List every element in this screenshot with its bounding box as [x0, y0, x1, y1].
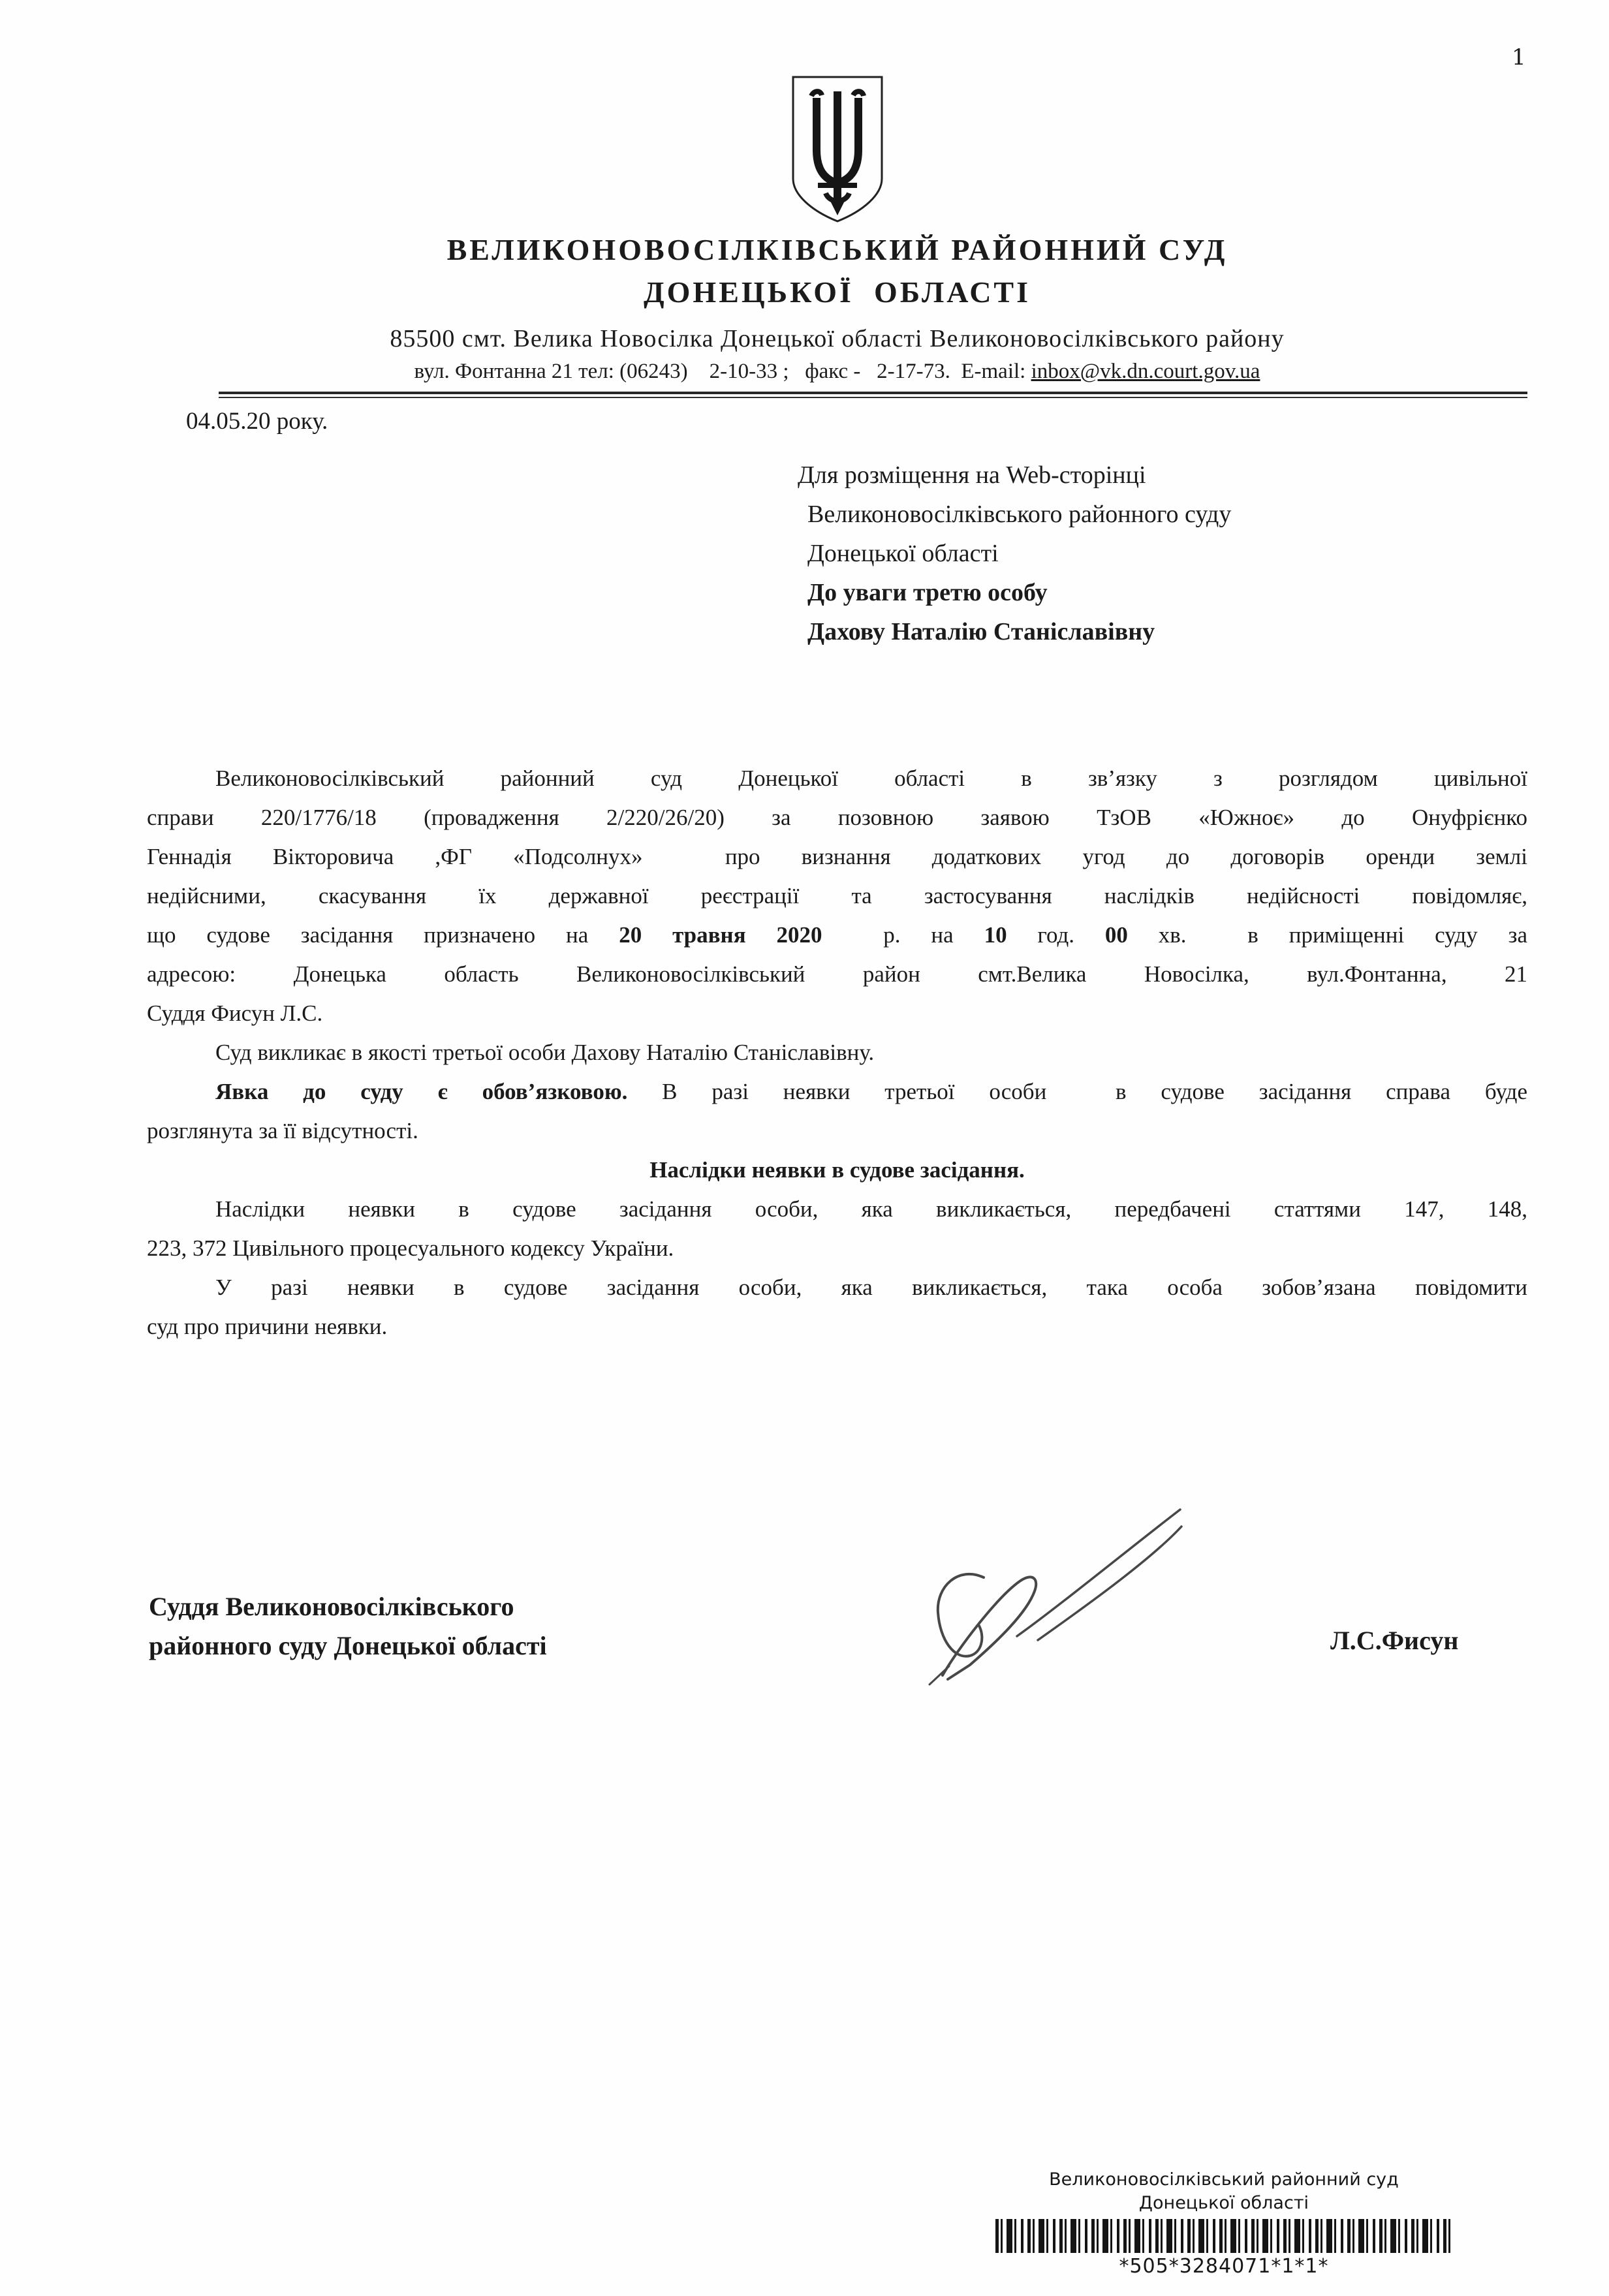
- body-text-segment: год.: [1007, 922, 1105, 948]
- body-line: недійсними, скасування їх державної реєстрації та застосування наслідків недійсності повідомляє,: [147, 883, 1527, 908]
- body-line-summons: Суд викликає в якості третьої особи Дахову Наталію Станіславівну.: [215, 1040, 875, 1065]
- hearing-date: 20 травня 2020: [619, 922, 822, 948]
- document-date: 04.05.20 року.: [186, 408, 328, 435]
- barcode-value: *505*3284071*1*1*: [1119, 2255, 1329, 2278]
- footer-court-region: Донецької області: [1138, 2193, 1309, 2213]
- recipient-person-name: Дахову Наталію Станіславівну: [807, 618, 1155, 645]
- page-number: 1: [1512, 44, 1526, 70]
- contacts-text: вул. Фонтанна 21 тел: (06243) 2-10-33 ; факс - 2-17-73. E-mail:: [414, 360, 1031, 383]
- ukraine-trident-emblem-icon: [788, 73, 887, 225]
- body-line-address: адресою: Донецька область Великоновосілківський район смт.Велика Новосілка, вул.Фонтанна, 21: [147, 961, 1527, 987]
- footer-court-name: Великоновосілківський районний суд: [1049, 2169, 1399, 2190]
- consequences-heading: Наслідки неявки в судове засідання.: [649, 1157, 1025, 1183]
- body-line-mandatory: [147, 1072, 1527, 1111]
- body-line: Наслідки неявки в судове засідання особи, яка викликається, передбачені статтями 147, 148,: [215, 1196, 1527, 1222]
- signature-title-line: Суддя Великоновосілківського: [149, 1592, 514, 1621]
- body-text-segment: р. на: [822, 922, 984, 948]
- document-body: [147, 759, 1527, 1346]
- court-address: 85500 смт. Велика Новосілка Донецької області Великоновосілківського району: [390, 325, 1285, 352]
- body-line: Великоновосілківський районний суд Донецької області в зв’язку з розглядом цивільної: [215, 766, 1527, 791]
- hearing-hour: 10: [984, 922, 1007, 948]
- body-line: У разі неявки в судове засідання особи, яка викликається, така особа зобов’язана повідомити: [215, 1275, 1527, 1300]
- recipient-line: Великоновосілківського районного суду: [807, 501, 1232, 528]
- letterhead: [147, 73, 1527, 398]
- barcode-block: [995, 2168, 1452, 2279]
- body-line: суд про причини неявки.: [147, 1314, 388, 1339]
- barcode: [995, 2219, 1452, 2253]
- body-line-hearing-date: [147, 916, 1527, 955]
- handwritten-signature: [920, 1498, 1188, 1687]
- body-line: розглянута за її відсутності.: [147, 1118, 418, 1143]
- body-line: справи 220/1776/18 (провадження 2/220/26/20) за позовною заявою ТзОВ «Южноє» до Онуфрієнко: [147, 805, 1527, 830]
- judge-name: Л.С.Фисун: [1330, 1626, 1459, 1655]
- signature-title-block: [149, 1587, 547, 1666]
- mandatory-attendance-text: Явка до суду є обов’язковою.: [215, 1079, 628, 1104]
- body-line-judge: Суддя Фисун Л.С.: [147, 1001, 323, 1026]
- court-name-line2: ДОНЕЦЬКОЇ ОБЛАСТІ: [643, 275, 1031, 309]
- body-line: Геннадія Вікторовича ,ФГ «Подсолнух» про визнання додаткових угод до договорів оренди землі: [147, 844, 1527, 869]
- court-contacts: [147, 356, 1527, 386]
- court-email: inbox@vk.dn.court.gov.ua: [1031, 360, 1260, 383]
- court-name-line1: ВЕЛИКОНОВОСІЛКІВСЬКИЙ РАЙОННИЙ СУД: [446, 233, 1228, 266]
- letterhead-divider: [219, 392, 1527, 398]
- recipient-line: Для розміщення на Web-сторінці: [798, 461, 1146, 489]
- recipient-line: Донецької області: [807, 540, 999, 567]
- recipient-block: [798, 456, 1231, 651]
- body-line: 223, 372 Цивільного процесуального кодексу України.: [147, 1235, 674, 1261]
- signature-title-line: районного суду Донецької області: [149, 1631, 547, 1660]
- hearing-minute: 00: [1104, 922, 1128, 948]
- body-text-segment: що судове засідання призначено на: [147, 922, 619, 948]
- body-text-segment: хв. в приміщенні суду за: [1127, 922, 1528, 948]
- body-text-segment: В разі неявки третьої особи в судове засідання справа буде: [627, 1079, 1527, 1104]
- recipient-attention-line: До уваги третю особу: [807, 579, 1048, 606]
